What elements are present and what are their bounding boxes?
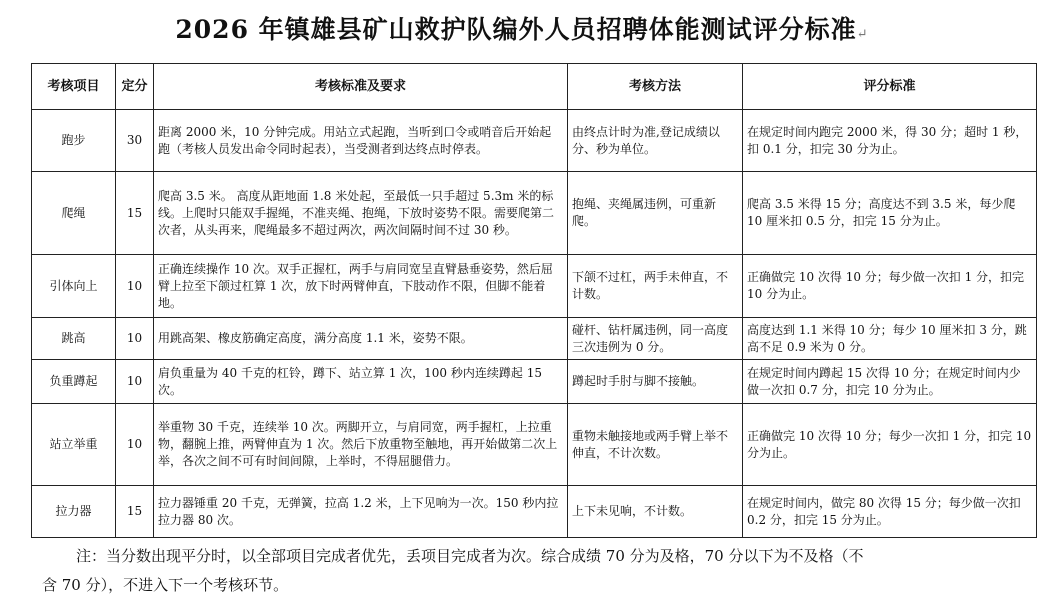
scoring-cell: 正确做完 10 次得 10 分；每少一次扣 1 分，扣完 10 分为止。 (743, 404, 1037, 486)
method-cell: 由终点计时为准,登记成绩以分、秒为单位。 (568, 110, 743, 172)
header-method: 考核方法 (568, 64, 743, 110)
standard-cell: 距离 2000 米，10 分钟完成。用站立式起跑，当听到口令或哨音后开始起跑（考核人员发出命令同时起表），当受测者到达终点时停表。 (154, 110, 568, 172)
score-cell: 10 (116, 404, 154, 486)
scoring-cell: 正确做完 10 次得 10 分；每少做一次扣 1 分，扣完 10 分为止。 (743, 255, 1037, 318)
score-cell: 15 (116, 172, 154, 255)
score-cell: 30 (116, 110, 154, 172)
paragraph-mark-icon: ↵ (856, 27, 869, 42)
scoring-cell: 在规定时间内，做完 80 次得 15 分；每少做一次扣 0.2 分，扣完 15 分为止。 (743, 486, 1037, 538)
item-cell: 拉力器 (32, 486, 116, 538)
item-cell: 负重蹲起 (32, 360, 116, 404)
header-standard: 考核标准及要求 (154, 64, 568, 110)
table-row (32, 172, 1037, 255)
scoring-standard-table (31, 63, 1037, 538)
table-row (32, 255, 1037, 318)
page-title (0, 12, 1044, 53)
item-cell: 爬绳 (32, 172, 116, 255)
standard-cell: 拉力器锤重 20 千克，无弹簧，拉高 1.2 米，上下见响为一次。150 秒内拉拉力器 80 次。 (154, 486, 568, 538)
standard-cell: 举重物 30 千克，连续举 10 次。两脚开立，与肩同宽，两手握杠，上拉重物，翻腕上推，两臂伸直为 1 次。然后下放重物至触地，再开始做第二次上举，各次之间不可有时间间隙，上举时，不得屈腿借力。 (154, 404, 568, 486)
score-cell: 10 (116, 255, 154, 318)
table-row (32, 110, 1037, 172)
table-header-row (32, 64, 1037, 110)
scoring-cell: 在规定时间内跑完 2000 米，得 30 分；超时 1 秒，扣 0.1 分，扣完 30 分为止。 (743, 110, 1037, 172)
method-cell: 碰杆、钻杆属违例，同一高度三次违例为 0 分。 (568, 318, 743, 360)
standard-cell: 用跳高架、橡皮筋确定高度，满分高度 1.1 米，姿势不限。 (154, 318, 568, 360)
score-cell: 10 (116, 360, 154, 404)
method-cell: 下颌不过杠，两手未伸直，不计数。 (568, 255, 743, 318)
score-cell: 10 (116, 318, 154, 360)
method-cell: 上下未见响，不计数。 (568, 486, 743, 538)
method-cell: 重物未触接地或两手臂上举不伸直，不计次数。 (568, 404, 743, 486)
header-scoring: 评分标准 (743, 64, 1037, 110)
scoring-cell: 高度达到 1.1 米得 10 分；每少 10 厘米扣 3 分，跳高不足 0.9 米为 0 分。 (743, 318, 1037, 360)
table-row (32, 318, 1037, 360)
item-cell: 引体向上 (32, 255, 116, 318)
page-title-text: 2026 年镇雄县矿山救护队编外人员招聘体能测试评分标准 (175, 15, 857, 44)
scoring-cell: 在规定时间内蹲起 15 次得 10 分；在规定时间内少做一次扣 0.7 分，扣完 10 分为止。 (743, 360, 1037, 404)
standard-cell: 肩负重量为 40 千克的杠铃，蹲下、站立算 1 次，100 秒内连续蹲起 15 次。 (154, 360, 568, 404)
score-cell: 15 (116, 486, 154, 538)
scoring-cell: 爬高 3.5 米得 15 分；高度达不到 3.5 米，每少爬 10 厘米扣 0.5 分，扣完 15 分为止。 (743, 172, 1037, 255)
footnote-line-1: 注：当分数出现平分时，以全部项目完成者优先，丢项目完成者为次。综合成绩 70 分为及格，70 分以下为不及格（不 (76, 547, 864, 565)
standard-cell: 正确连续操作 10 次。双手正握杠，两手与肩同宽呈直臂悬垂姿势，然后屈臂上拉至下颌过杠算 1 次，放下时两臂伸直，下肢动作不限，但脚不能着地。 (154, 255, 568, 318)
standard-cell: 爬高 3.5 米。 高度从距地面 1.8 米处起，至最低一只手超过 5.3m 米的标线。上爬时只能双手握绳，不准夹绳、抱绳，下放时姿势不限。需要爬第二次者，从头再来，爬绳最多不超过两次，两次间隔时间不过 30 秒。 (154, 172, 568, 255)
item-cell: 跳高 (32, 318, 116, 360)
table-row (32, 486, 1037, 538)
table-row (32, 404, 1037, 486)
footnote (42, 542, 1032, 600)
table-row (32, 360, 1037, 404)
header-item: 考核项目 (32, 64, 116, 110)
method-cell: 蹲起时手肘与脚不接触。 (568, 360, 743, 404)
method-cell: 抱绳、夹绳属违例，可重新爬。 (568, 172, 743, 255)
footnote-line-2: 含 70 分），不进入下一个考核环节。 (42, 576, 289, 594)
item-cell: 跑步 (32, 110, 116, 172)
header-score: 定分 (116, 64, 154, 110)
item-cell: 站立举重 (32, 404, 116, 486)
